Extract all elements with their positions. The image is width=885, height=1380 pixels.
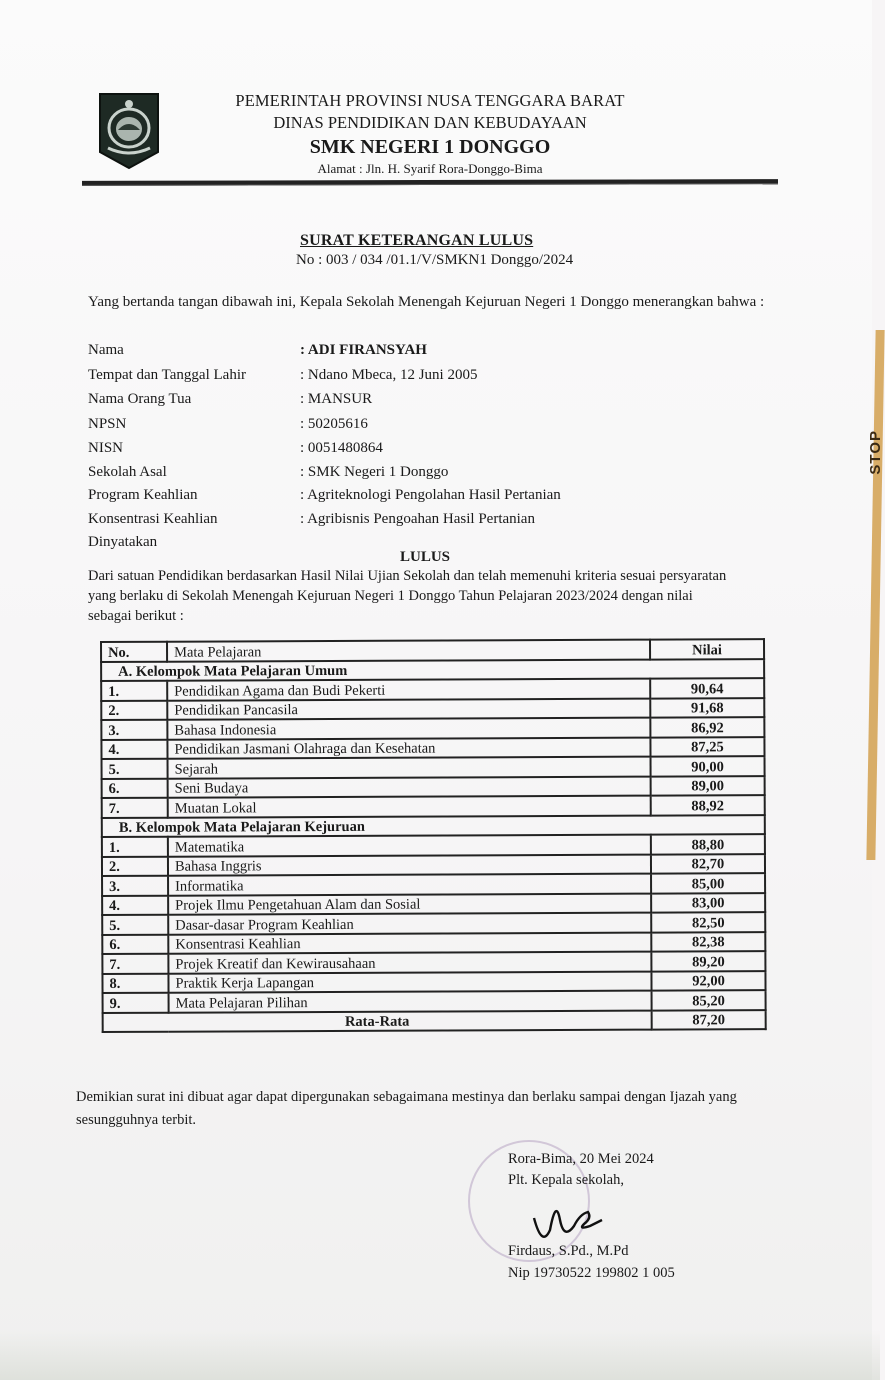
grades-table bbox=[100, 638, 767, 1033]
average-row bbox=[103, 1010, 766, 1032]
field-value: : SMK Negeri 1 Donggo bbox=[300, 464, 449, 480]
average-label: Rata-Rata bbox=[103, 1010, 652, 1032]
signatory-nip: Nip 19730522 199802 1 005 bbox=[508, 1265, 675, 1281]
row-number: 9. bbox=[103, 993, 169, 1013]
page-shadow bbox=[0, 1330, 880, 1380]
row-score: 83,00 bbox=[651, 893, 765, 913]
field-label: Nama bbox=[88, 342, 124, 358]
row-subject: Seni Budaya bbox=[168, 776, 651, 798]
row-score: 88,80 bbox=[651, 834, 765, 854]
row-score: 89,20 bbox=[651, 951, 765, 971]
row-score: 82,50 bbox=[651, 912, 765, 932]
field-value: : ADI FIRANSYAH bbox=[300, 342, 427, 358]
closing-paragraph: Demikian surat ini dibuat agar dapat dipergunakan sebagaimana mestinya dan berlaku sampai dengan Ijazah yang sesungguhnya terbit. bbox=[76, 1089, 737, 1128]
row-number: 8. bbox=[102, 973, 168, 993]
letterhead-address: Alamat : Jln. H. Syarif Rora-Donggo-Bima bbox=[317, 161, 543, 176]
row-subject: Mata Pelajaran Pilihan bbox=[169, 991, 652, 1013]
row-subject: Konsentrasi Keahlian bbox=[168, 932, 651, 954]
row-subject: Bahasa Inggris bbox=[168, 854, 651, 876]
average-score: 87,20 bbox=[652, 1010, 766, 1030]
signature-position: Plt. Kepala sekolah, bbox=[508, 1172, 624, 1188]
row-score: 91,68 bbox=[650, 698, 764, 718]
row-score: 87,25 bbox=[650, 737, 764, 757]
row-subject: Pendidikan Agama dan Budi Pekerti bbox=[167, 679, 650, 701]
row-subject: Projek Kreatif dan Kewirausahaan bbox=[168, 952, 651, 974]
field-label: Program Keahlian bbox=[88, 487, 198, 503]
declared-label: Dinyatakan bbox=[88, 534, 158, 550]
letterhead bbox=[200, 90, 660, 178]
field-value: : Agribisnis Pengoahan Hasil Pertanian bbox=[300, 511, 535, 527]
field-label: Konsentrasi Keahlian bbox=[88, 511, 218, 527]
field-value: : 50205616 bbox=[300, 416, 368, 432]
row-subject: Projek Ilmu Pengetahuan Alam dan Sosial bbox=[168, 893, 651, 915]
row-score: 90,64 bbox=[650, 678, 764, 698]
group-title: B. Kelompok Mata Pelajaran Kejuruan bbox=[102, 815, 765, 837]
signatory-name: Firdaus, S.Pd., M.Pd bbox=[508, 1243, 629, 1259]
row-subject: Pendidikan Jasmani Olahraga dan Kesehatan bbox=[167, 737, 650, 759]
field-value: : Ndano Mbeca, 12 Juni 2005 bbox=[300, 367, 478, 383]
row-number: 6. bbox=[102, 778, 168, 798]
field-value: : 0051480864 bbox=[300, 440, 383, 456]
field-label: NISN bbox=[88, 440, 124, 456]
row-score: 90,00 bbox=[651, 756, 765, 776]
header-subject: Mata Pelajaran bbox=[167, 640, 650, 662]
row-subject: Bahasa Indonesia bbox=[167, 718, 650, 740]
field-label: Nama Orang Tua bbox=[88, 391, 192, 407]
row-score: 85,20 bbox=[652, 990, 766, 1010]
row-score: 82,38 bbox=[651, 932, 765, 952]
field-label: NPSN bbox=[88, 416, 127, 432]
row-subject: Sejarah bbox=[168, 757, 651, 779]
background-edge-text: STOP bbox=[867, 430, 884, 475]
field-value: : Agriteknologi Pengolahan Hasil Pertanian bbox=[300, 487, 561, 503]
row-number: 5. bbox=[102, 759, 168, 779]
row-subject: Muatan Lokal bbox=[168, 796, 651, 818]
row-number: 4. bbox=[101, 739, 167, 759]
row-subject: Dasar-dasar Program Keahlian bbox=[168, 913, 651, 935]
row-number: 5. bbox=[102, 915, 168, 935]
document-number: No : 003 / 034 /01.1/V/SMKN1 Donggo/2024 bbox=[296, 252, 574, 268]
row-number: 1. bbox=[102, 837, 168, 857]
letterhead-government: PEMERINTAH PROVINSI NUSA TENGGARA BARAT bbox=[235, 91, 625, 110]
row-subject: Informatika bbox=[168, 874, 651, 896]
signature-place-date: Rora-Bima, 20 Mei 2024 bbox=[508, 1151, 654, 1167]
header-score: Nilai bbox=[650, 639, 764, 659]
row-number: 7. bbox=[102, 954, 168, 974]
row-subject: Praktik Kerja Lapangan bbox=[168, 971, 651, 993]
row-number: 3. bbox=[101, 720, 167, 740]
statement-paragraph: Dari satuan Pendidikan berdasarkan Hasil Nilai Ujian Sekolah dan telah memenuhi kriteria sesuai persyaratan yang berlaku di Sekolah Menengah Kejuruan Negeri 1 Donggo Tahun Pelajaran 2023/2024 dengan nilai sebagai berikut : bbox=[88, 568, 727, 624]
row-subject: Matematika bbox=[168, 835, 651, 857]
row-number: 7. bbox=[102, 798, 168, 818]
row-score: 92,00 bbox=[651, 971, 765, 991]
row-number: 1. bbox=[101, 681, 167, 701]
row-score: 85,00 bbox=[651, 873, 765, 893]
handwritten-signature-icon bbox=[530, 1190, 610, 1250]
group-title: A. Kelompok Mata Pelajaran Umum bbox=[101, 659, 764, 681]
row-number: 6. bbox=[102, 934, 168, 954]
document-title: SURAT KETERANGAN LULUS bbox=[300, 232, 534, 249]
field-value: : MANSUR bbox=[300, 391, 373, 407]
row-score: 88,92 bbox=[651, 795, 765, 815]
graduation-status: LULUS bbox=[400, 549, 451, 565]
row-number: 3. bbox=[102, 876, 168, 896]
field-label: Tempat dan Tanggal Lahir bbox=[88, 367, 246, 383]
letterhead-school: SMK NEGERI 1 DONGGO bbox=[309, 136, 551, 158]
row-score: 86,92 bbox=[650, 717, 764, 737]
letterhead-department: DINAS PENDIDIKAN DAN KEBUDAYAAN bbox=[273, 113, 587, 132]
row-subject: Pendidikan Pancasila bbox=[167, 698, 650, 720]
row-number: 2. bbox=[101, 700, 167, 720]
row-number: 4. bbox=[102, 895, 168, 915]
field-label: Sekolah Asal bbox=[88, 464, 167, 480]
row-number: 2. bbox=[102, 856, 168, 876]
header-no: No. bbox=[101, 642, 167, 662]
intro-paragraph: Yang bertanda tangan dibawah ini, Kepala Sekolah Menengah Kejuruan Negeri 1 Donggo menerangkan bahwa : bbox=[88, 294, 765, 310]
row-score: 82,70 bbox=[651, 854, 765, 874]
row-score: 89,00 bbox=[651, 776, 765, 796]
regional-emblem-icon bbox=[98, 92, 160, 170]
